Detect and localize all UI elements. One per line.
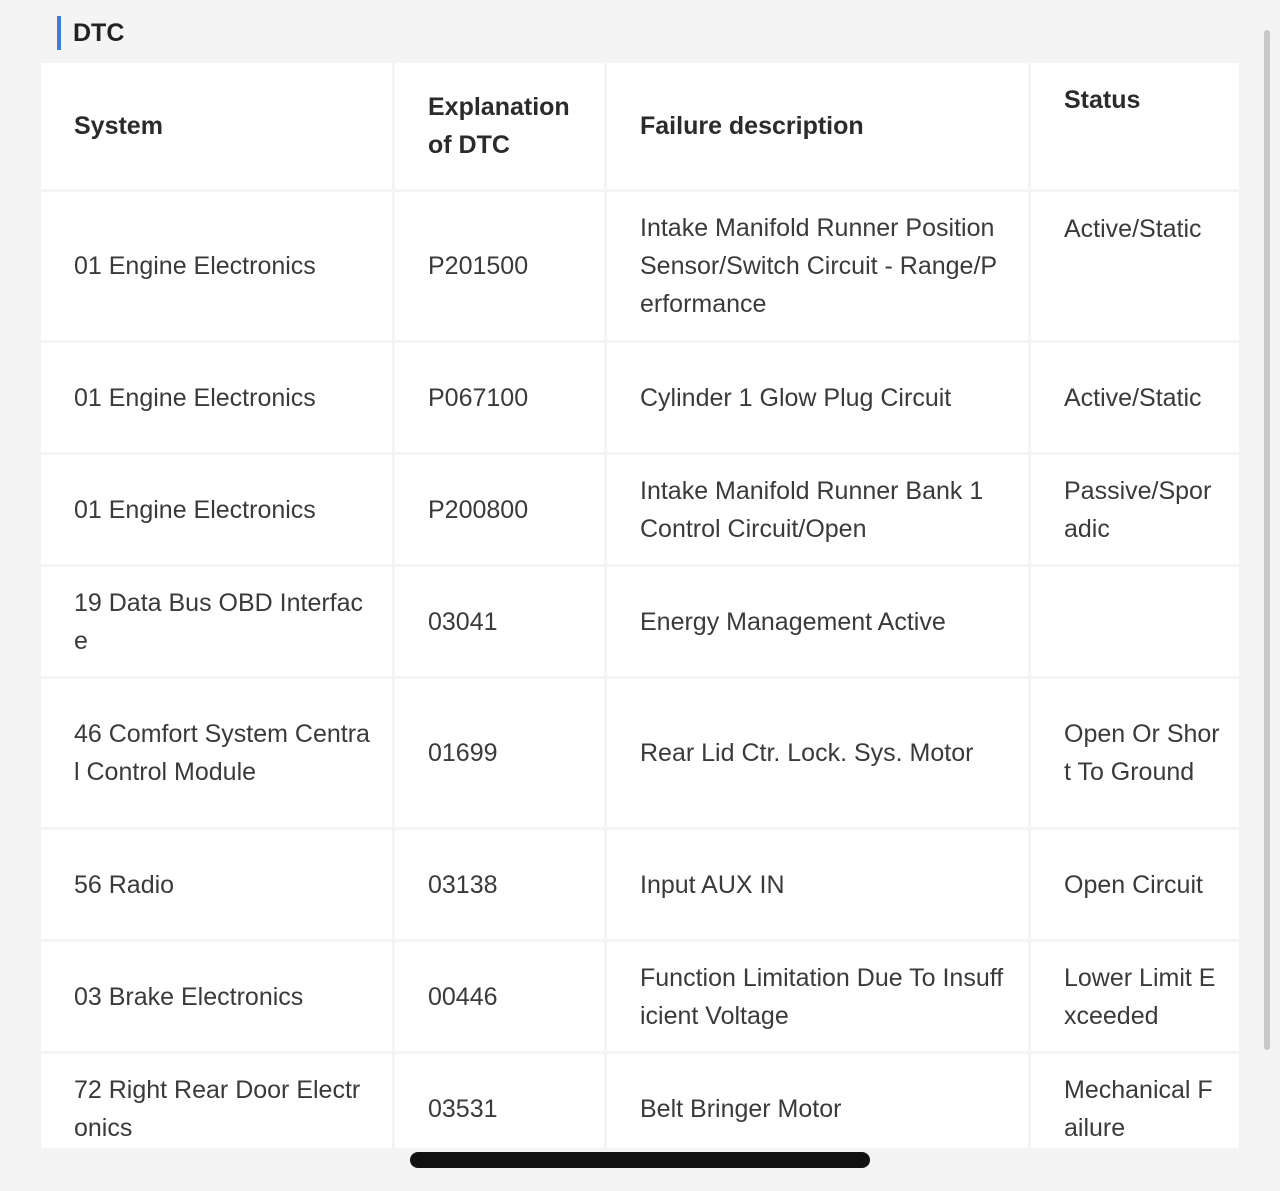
table-row: [41, 830, 1239, 939]
cell-code: 03041: [395, 567, 604, 676]
vertical-scrollbar[interactable]: [1264, 30, 1270, 1050]
table-row: [41, 343, 1239, 452]
table-row: [41, 1054, 1239, 1148]
cell-system: 03 Brake Electronics: [41, 942, 392, 1051]
cell-description: Cylinder 1 Glow Plug Circuit: [607, 343, 1028, 452]
cell-system: 01 Engine Electronics: [41, 343, 392, 452]
table-row: [41, 192, 1239, 340]
table-header-row: [41, 63, 1239, 189]
cell-code: 01699: [395, 679, 604, 827]
section-accent-bar: [57, 16, 61, 50]
cell-status: Open Circuit: [1031, 830, 1239, 939]
cell-description: Rear Lid Ctr. Lock. Sys. Motor: [607, 679, 1028, 827]
cell-code: 00446: [395, 942, 604, 1051]
cell-status: Passive/Sporadic: [1031, 455, 1239, 564]
dtc-table-container[interactable]: [41, 63, 1239, 1148]
table-row: [41, 455, 1239, 564]
column-header-failure: Failure description: [607, 63, 1028, 189]
cell-status: Active/Static: [1031, 192, 1239, 340]
cell-code: 03138: [395, 830, 604, 939]
cell-system: 56 Radio: [41, 830, 392, 939]
section-header: [57, 16, 124, 50]
section-title: DTC: [73, 18, 125, 47]
cell-description: Intake Manifold Runner Bank 1 Control Circuit/Open: [607, 455, 1028, 564]
cell-code: P201500: [395, 192, 604, 340]
cell-status: Lower Limit Exceeded: [1031, 942, 1239, 1051]
column-header-status: Status: [1031, 63, 1239, 189]
dtc-table: [41, 63, 1239, 1148]
cell-system: 72 Right Rear Door Electronics: [41, 1054, 392, 1148]
cell-status: Open Or Short To Ground: [1031, 679, 1239, 827]
cell-system: 01 Engine Electronics: [41, 192, 392, 340]
cell-description: Energy Management Active: [607, 567, 1028, 676]
home-indicator[interactable]: [410, 1152, 870, 1168]
cell-code: 03531: [395, 1054, 604, 1148]
cell-status: [1031, 567, 1239, 676]
table-row: [41, 567, 1239, 676]
cell-system: 19 Data Bus OBD Interface: [41, 567, 392, 676]
cell-system: 46 Comfort System Central Control Module: [41, 679, 392, 827]
table-row: [41, 942, 1239, 1051]
cell-description: Intake Manifold Runner Position Sensor/Switch Circuit - Range/Performance: [607, 192, 1028, 340]
cell-code: P200800: [395, 455, 604, 564]
cell-status: Mechanical Failure: [1031, 1054, 1239, 1148]
cell-description: Function Limitation Due To Insufficient Voltage: [607, 942, 1028, 1051]
table-row: [41, 679, 1239, 827]
cell-status: Active/Static: [1031, 343, 1239, 452]
column-header-explanation: Explanation of DTC: [395, 63, 604, 189]
cell-description: Belt Bringer Motor: [607, 1054, 1028, 1148]
cell-system: 01 Engine Electronics: [41, 455, 392, 564]
cell-description: Input AUX IN: [607, 830, 1028, 939]
cell-code: P067100: [395, 343, 604, 452]
column-header-system: System: [41, 63, 392, 189]
